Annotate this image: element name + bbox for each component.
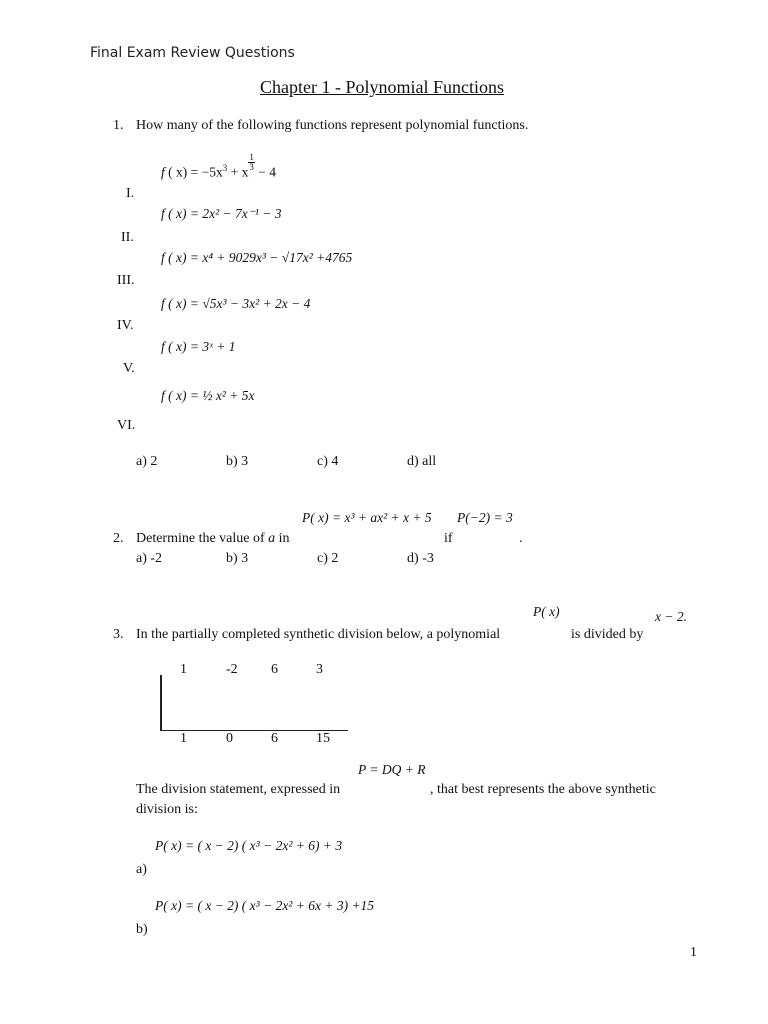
q3-statement-line2: division is:: [136, 802, 198, 817]
q1-text: How many of the following functions represent polynomial functions.: [136, 118, 529, 133]
q1-function-2: f ( x) = 2x² − 7x⁻¹ − 3: [161, 206, 282, 221]
synthetic-vertical-rule: [160, 675, 162, 731]
q1-label-3: III.: [117, 273, 135, 288]
q1-label-4: IV.: [117, 318, 134, 333]
q3-equation: P = DQ + R: [358, 762, 426, 777]
q2-choice-b: b) 3: [226, 551, 249, 566]
q2-text-period: .: [519, 531, 523, 546]
q2-number: 2.: [113, 531, 124, 546]
q3-text-mid: is divided by: [571, 627, 644, 642]
q2-text-in: in: [278, 531, 290, 546]
synthetic-top-1: 1: [180, 662, 187, 677]
q2-choice-d: d) -3: [407, 551, 434, 566]
q3-option-a-label: a): [136, 862, 147, 877]
q1-label-5: V.: [123, 361, 135, 376]
q1-function-1: f ( $x) = -5x^3 + x$ $\frac{1}{3}$ − 4: [161, 152, 276, 180]
page-number: 1: [690, 945, 697, 960]
q1-choice-b: b) 3: [226, 454, 249, 469]
synthetic-top-3: 6: [271, 662, 278, 677]
q2-condition: P(−2) = 3: [457, 510, 513, 525]
synthetic-top-4: 3: [316, 662, 323, 677]
q2-choice-c: c) 2: [317, 551, 339, 566]
q1-number: 1.: [113, 118, 124, 133]
q3-statement-pre: The division statement, expressed in: [136, 782, 341, 797]
chapter-title: Chapter 1 - Polynomial Functions: [260, 77, 504, 97]
synthetic-top-2: -2: [226, 662, 238, 677]
q1-function-3: f ( x) = x⁴ + 9029x³ − √17x² +4765: [161, 250, 353, 265]
q3-option-a-formula: P( x) = ( x − 2) ( x³ − 2x² + 6) + 3: [155, 838, 343, 853]
q1-function-5: f ( x) = 3ˣ + 1: [161, 339, 236, 354]
q1-function-4: f ( x) = √5x³ − 3x² + 2x − 4: [161, 296, 311, 311]
q3-statement-post: , that best represents the above synthetic: [430, 782, 656, 797]
q1-choice-d: d) all: [407, 454, 437, 469]
q2-variable: a: [268, 531, 276, 546]
q2-polynomial: P( x) = x³ + ax² + x + 5: [302, 510, 432, 525]
q3-divisor: x − 2.: [655, 609, 687, 624]
page-header: Final Exam Review Questions: [90, 45, 295, 61]
q1-label-2: II.: [121, 230, 134, 245]
q2-choice-a: a) -2: [136, 551, 163, 566]
synthetic-bottom-1: 1: [180, 731, 187, 746]
synthetic-bottom-3: 6: [271, 731, 278, 746]
q1-function-6: f ( x) = ½ x² + 5x: [161, 388, 255, 403]
q1-choice-a: a) 2: [136, 454, 158, 469]
q2-text: [136, 531, 290, 547]
q3-text-pre: In the partially completed synthetic division below, a polynomial: [136, 627, 501, 642]
q3-polynomial-label: P( x): [533, 604, 560, 619]
synthetic-bottom-4: 15: [316, 731, 330, 746]
synthetic-bottom-2: 0: [226, 731, 233, 746]
q2-text-if: if: [444, 531, 453, 546]
q2-text-pre: Determine the value of: [136, 531, 265, 546]
q3-option-b-label: b): [136, 922, 148, 937]
q1-label-1: I.: [126, 186, 135, 201]
q1-label-6: VI.: [117, 418, 136, 433]
q3-number: 3.: [113, 627, 124, 642]
q3-option-b-formula: P( x) = ( x − 2) ( x³ − 2x² + 6x + 3) +15: [155, 898, 375, 913]
q1-choice-c: c) 4: [317, 454, 339, 469]
